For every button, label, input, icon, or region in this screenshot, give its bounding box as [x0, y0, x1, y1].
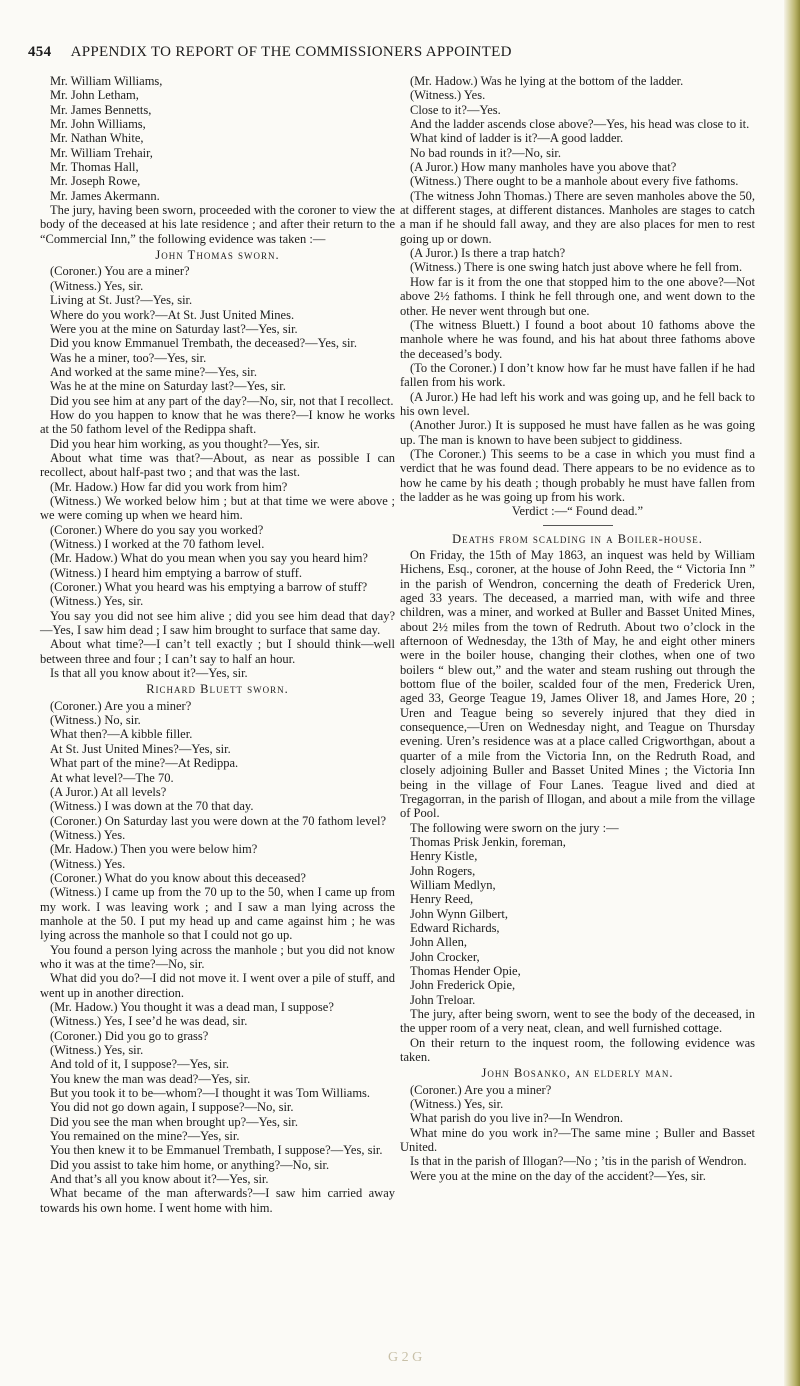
paragraph: (Witness.) Yes, I see’d he was dead, sir. — [50, 1014, 248, 1029]
section-divider — [543, 525, 613, 526]
paragraph: At what level?—The 70. — [50, 770, 174, 785]
paragraph: Did you see the man when brought up?—Yes, sir. — [50, 1114, 299, 1129]
paragraph: (A Juror.) How many manholes have you above that? — [410, 160, 677, 175]
juror-name: Edward Richards, — [410, 920, 500, 935]
juror-name: Mr. John Letham, — [50, 88, 139, 103]
paragraph: (The witness John Thomas.) There are seven manholes above the 50, at different stages, at different distances. Manholes are stages to catch a man if he should fall away, and they are also places for men to rest going up or down. — [400, 188, 755, 246]
paragraph: Was he a miner, too?—Yes, sir. — [50, 350, 207, 365]
paragraph: (Witness.) Yes, sir. — [50, 1043, 144, 1058]
paragraph: (Witness.) I was down at the 70 that day. — [50, 799, 254, 814]
paragraph: On their return to the inquest room, the following evidence was taken. — [400, 1035, 755, 1065]
juror-name: Thomas Prisk Jenkin, foreman, — [410, 834, 566, 849]
section-heading: Deaths from scalding in a Boiler-house. — [452, 531, 703, 546]
juror-name: Henry Kistle, — [410, 849, 478, 864]
paragraph: (Coroner.) Are you a miner? — [410, 1082, 552, 1097]
paragraph: (Witness.) I heard him emptying a barrow of stuff. — [50, 565, 302, 580]
juror-name: John Crocker, — [410, 949, 480, 964]
paragraph: Living at St. Just?—Yes, sir. — [50, 293, 193, 308]
paragraph: Where do you work?—At St. Just United Mines. — [50, 307, 295, 322]
juror-name: John Frederick Opie, — [410, 978, 516, 993]
paragraph: (Witness.) There ought to be a manhole about every five fathoms. — [410, 174, 739, 189]
paragraph: About what time?—I can’t tell exactly ; but I should think—well between three and four ; I can’t say to half an hour. — [40, 637, 395, 666]
page-number: 454 — [28, 44, 52, 60]
paragraph: (Witness.) Yes, sir. — [410, 1097, 504, 1112]
paragraph: (Coroner.) You are a miner? — [50, 264, 190, 279]
paragraph: At St. Just United Mines?—Yes, sir. — [50, 741, 231, 756]
paragraph: Did you see him at any part of the day?—No, sir, not that I recollect. — [50, 393, 394, 408]
juror-name: John Treloar. — [410, 992, 476, 1007]
paragraph: The following were sworn on the jury :— — [410, 820, 619, 835]
paragraph: Did you assist to take him home, or anything?—No, sir. — [50, 1157, 330, 1172]
paragraph: What kind of ladder is it?—A good ladder. — [410, 131, 624, 146]
paragraph: (Witness.) Yes. — [50, 856, 126, 871]
verdict-line: Verdict :—“ Found dead.” — [511, 504, 644, 519]
paragraph: (Witness.) Yes. — [50, 827, 126, 842]
paragraph: No bad rounds in it?—No, sir. — [410, 145, 562, 160]
paragraph: (Mr. Hadow.) You thought it was a dead man, I suppose? — [50, 1000, 334, 1014]
witness-heading: Richard Bluett sworn. — [146, 682, 289, 697]
juror-name: Mr. Joseph Rowe, — [50, 174, 141, 189]
paragraph: (Coroner.) Where do you say you worked? — [50, 522, 264, 537]
paragraph: (Coroner.) Did you go to grass? — [50, 1028, 209, 1043]
juror-name: Mr. John Williams, — [50, 117, 146, 132]
paragraph: And the ladder ascends close above?—Yes, his head was close to it. — [410, 117, 750, 132]
juror-name: Mr. Thomas Hall, — [50, 160, 139, 175]
paragraph: The jury, having been sworn, proceeded with the coroner to view the body of the deceased at his late residence ; and after their return to the “Commercial Inn,” the following evidence was taken :— — [40, 203, 395, 246]
paragraph: Were you at the mine on Saturday last?—Yes, sir. — [50, 321, 298, 336]
juror-name: John Allen, — [410, 935, 467, 950]
paragraph: Close to it?—Yes. — [410, 102, 501, 117]
paragraph: What did you do?—I did not move it. I went over a pile of stuff, and went up in another direction. — [40, 971, 395, 1000]
paragraph: You found a person lying across the manhole ; but you did not know who it was at the time?—No, sir. — [40, 942, 395, 971]
paragraph: Is that in the parish of Illogan?—No ; ’tis in the parish of Wendron. — [410, 1154, 747, 1169]
juror-name: Mr. James Akermann. — [50, 188, 160, 203]
paragraph: (The Coroner.) This seems to be a case in which you must find a verdict that he was found dead. There appears to be no evidence as to how he came by his death ; though probably he must have fallen from the ladder as he was going up from his work. — [400, 446, 755, 504]
paragraph: But you took it to be—whom?—I thought it was Tom Williams. — [50, 1086, 371, 1101]
paragraph: How far is it from the one that stopped him to the one above?—Not above 2½ fathoms. I think he fell through one, and went down to the other. He never went through but one. — [400, 274, 755, 318]
paragraph: What then?—A kibble filler. — [50, 727, 193, 742]
paragraph: Did you hear him working, as you thought?—Yes, sir. — [50, 436, 320, 451]
paragraph: (The witness Bluett.) I found a boot about 10 fathoms above the manhole where he was found, and his hat about three fathoms above the deceased’s body. — [400, 317, 755, 361]
paragraph: You remained on the mine?—Yes, sir. — [50, 1129, 240, 1144]
paragraph: Was he at the mine on Saturday last?—Yes, sir. — [50, 379, 286, 394]
paragraph: (A Juror.) He had left his work and was going up, and he fell back to his own level. — [400, 389, 755, 418]
paragraph: (To the Coroner.) I don’t know how far he must have fallen if he had fallen from his work. — [400, 360, 755, 390]
paragraph: The jury, after being sworn, went to see the body of the deceased, in the upper room of a very neat, clean, and well furnished cottage. — [400, 1007, 755, 1036]
paragraph: What mine do you work in?—The same mine ; Buller and Basset United. — [400, 1125, 755, 1155]
juror-name: Mr. William Williams, — [50, 74, 163, 88]
footer-mark: G 2 G — [388, 1350, 423, 1365]
paragraph: You knew the man was dead?—Yes, sir. — [50, 1071, 251, 1086]
witness-heading: John Thomas sworn. — [155, 248, 280, 263]
paragraph: What part of the mine?—At Redippa. — [50, 756, 239, 771]
juror-name: Thomas Hender Opie, — [410, 963, 521, 978]
left-column — [40, 74, 395, 1215]
paragraph: (Coroner.) On Saturday last you were down at the 70 fathom level? — [50, 813, 387, 828]
paragraph: On Friday, the 15th of May 1863, an inquest was held by William Hichens, Esq., coroner, at the house of John Reed, the “ Victoria Inn ” in the parish of Wendron, concerning the death of Frederick Uren, aged 33 years. The deceased, a married man, with wife and three children, was a miner, and worked at Buller and Basset United Mines, about 2½ miles from the town of Redruth. About two o’clock in the afternoon of Wednesday, the 13th of May, he and eight other miners were in the boiler house, changing their clothes, when one of two boilers “ blew out,” and the water and steam rushing out through the bottom flue of the boiler, scalded four of the men, Frederick Uren, aged 33, George Teague 19, James Oliver 18, and James Hore, 20 ; Uren and Teague being so severely injured that they died in consequence,—Uren on Wednesday night, and Teague on Thursday evening. Uren’s residence was at a place called Crigworthgan, about a quarter of a mile from the Victoria Inn, on the Redruth Road, and closely adjoining Buller and Basset United Mines ; the Victoria Inn being in the village of Four Lanes. Teague lived and died at Tregagorran, in the parish of Illogan, and about a mile from the village of Pool. — [400, 548, 755, 821]
juror-name: William Medlyn, — [410, 877, 496, 892]
paragraph: (Mr. Hadow.) Then you were below him? — [50, 842, 258, 857]
paragraph: About what time was that?—About, as near as possible I can recollect, about half-past two ; and that was the last. — [40, 450, 395, 480]
running-header — [28, 44, 768, 61]
paragraph: (Witness.) There is one swing hatch just above where he fell from. — [410, 260, 743, 275]
paragraph: Were you at the mine on the day of the accident?—Yes, sir. — [410, 1168, 706, 1183]
juror-name: Henry Reed, — [410, 892, 474, 907]
paragraph: You did not go down again, I suppose?—No, sir. — [50, 1100, 294, 1115]
paragraph: (A Juror.) At all levels? — [50, 784, 167, 799]
paragraph: (Witness.) Yes, sir. — [50, 594, 144, 609]
juror-name: Mr. James Bennetts, — [50, 102, 152, 117]
paragraph: (Mr. Hadow.) How far did you work from him? — [50, 479, 288, 494]
page-edge-binding — [784, 0, 800, 1386]
juror-name: Mr. William Trehair, — [50, 145, 153, 160]
paragraph: (Witness.) Yes, sir. — [50, 278, 144, 293]
paragraph: Did you know Emmanuel Trembath, the deceased?—Yes, sir. — [50, 336, 358, 351]
paragraph: (Coroner.) Are you a miner? — [50, 698, 192, 713]
paragraph: (A Juror.) Is there a trap hatch? — [410, 246, 566, 261]
right-column — [400, 74, 755, 1183]
juror-name: John Rogers, — [410, 863, 476, 878]
paragraph: (Witness.) I came up from the 70 up to the 50, when I came up from my work. I was leaving work ; and I saw a man lying across the manhole at the 50. I put my head up and came against him ; he was lying across the manhole so that I could not go up. — [40, 885, 395, 943]
paragraph: You then knew it to be Emmanuel Trembath, I suppose?—Yes, sir. — [50, 1143, 383, 1158]
paragraph: (Witness.) Yes. — [410, 88, 486, 103]
paragraph: (Mr. Hadow.) What do you mean when you say you heard him? — [50, 551, 368, 566]
paragraph: And told of it, I suppose?—Yes, sir. — [50, 1057, 229, 1072]
paragraph: And worked at the same mine?—Yes, sir. — [50, 364, 258, 379]
paragraph: What became of the man afterwards?—I saw him carried away towards his own home. I went home with him. — [40, 1186, 395, 1215]
paragraph: What parish do you live in?—In Wendron. — [410, 1111, 623, 1126]
witness-heading: John Bosanko, an elderly man. — [481, 1066, 674, 1081]
paragraph: (Another Juror.) It is supposed he must have fallen as he was going up. The man is known to have been subject to giddiness. — [400, 418, 755, 447]
paragraph: (Witness.) No, sir. — [50, 713, 141, 728]
paragraph: You say you did not see him alive ; did you see him dead that day?—Yes, I saw him dead ; I saw him brought to surface that same day. — [40, 608, 395, 638]
paragraph: (Witness.) We worked below him ; but at that time we were above ; we were coming up when we heard him. — [40, 493, 395, 523]
paragraph: How do you happen to know that he was there?—I know he works at the 50 fathom level of the Redippa shaft. — [40, 407, 395, 437]
paragraph: (Coroner.) What do you know about this deceased? — [50, 870, 306, 885]
running-title: APPENDIX TO REPORT OF THE COMMISSIONERS APPOINTED — [70, 44, 512, 60]
paragraph: (Coroner.) What you heard was his emptying a barrow of stuff? — [50, 580, 368, 595]
juror-name: Mr. Nathan White, — [50, 131, 144, 146]
paragraph: Is that all you know about it?—Yes, sir. — [50, 666, 248, 681]
paragraph: (Mr. Hadow.) Was he lying at the bottom of the ladder. — [410, 74, 684, 88]
juror-name: John Wynn Gilbert, — [410, 906, 508, 921]
paragraph: And that’s all you know about it?—Yes, sir. — [50, 1172, 269, 1187]
paragraph: (Witness.) I worked at the 70 fathom level. — [50, 537, 265, 551]
